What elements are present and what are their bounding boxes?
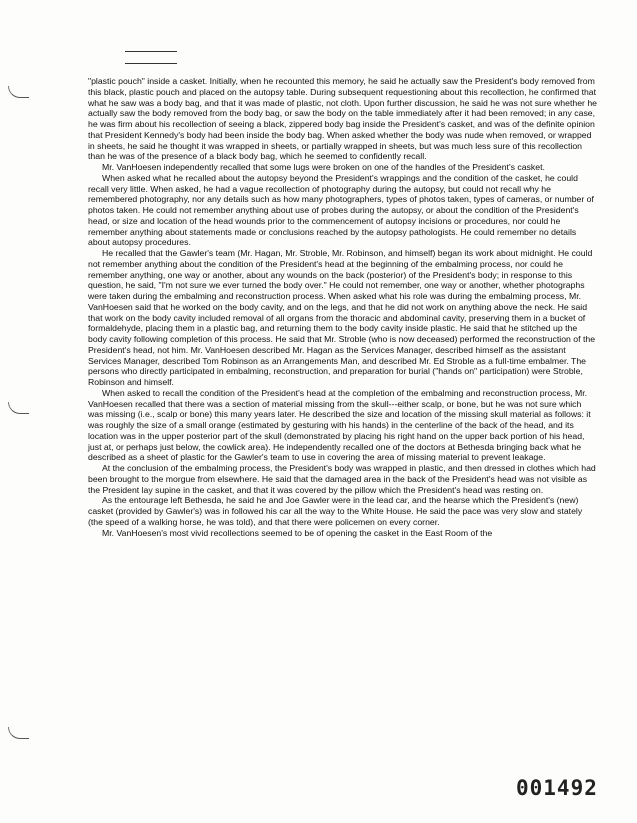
paragraph: Mr. VanHoesen independently recalled that some lugs were broken on one of the handles of the President's casket. [102, 162, 545, 172]
paragraph: Mr. VanHoesen's most vivid recollections seemed to be of opening the casket in the East Room of the [102, 527, 493, 538]
paragraph: When asked to recall the condition of the President's head at the completion of the embalming and reconstruction process, Mr. VanHoesen recalled that there was a section of material missing from the skull---either scalp, or bone, but he was not sure which was missing (i.e., scalp or bone) this many years later. He described the size and location of the missing skull material as follows: it was roughly the size of a small orange (estimated by gesturing with his hands) in the centerline of the back of the head, and its location was in the upper posterior part of the skull (demonstrated by placing his right hand on the upper back portion of his head, just at, or perhaps just below, the cowlick area). He independently recalled one of the doctors at Bethesda bringing back what he described as a sheet of plastic for the Gawler's team to use in covering the area of missing material to prevent leakage. [88, 387, 591, 463]
paragraph: As the entourage left Bethesda, he said he and Joe Gawler were in the lead car, and the hearse which the President's (new) casket (provided by Gawler's) was in followed his car all the way to the White House. He said the pace was very slow and stately (the speed of a walking horse, he was told), and that there were policemen on every corner. [88, 495, 583, 527]
page-number-stamp: 001492 [516, 776, 598, 800]
paragraph: He recalled that the Gawler's team (Mr. Hagan, Mr. Stroble, Mr. Robinson, and himself) began its work about midnight. He could not remember anything about the condition of the President's head at the beginning of the embalming process, nor could he remember anything, one way or another, about any wounds on the back (posterior) of the President's body; in response to this question, he said, "I'm not sure we ever turned the body over." He could not remember, one way or another, whether photographs were taken during the embalming and reconstruction process. When asked what his role was during the embalming process, Mr. VanHoesen said that he worked on the body cavity, and on the legs, and that he did not work on anything above the neck. He said that work on the body cavity included removal of all organs from the thoracic and abdominal cavity, preserving them in a bucket of formaldehyde, placing them in a plastic bag, and returning them to the body cavity inside plastic. He said that he stitched up the body cavity following completion of this process. He said that Mr. Stroble (who is now deceased) performed the reconstruction of the President's head, not him. Mr. VanHoesen described Mr. Hagan as the Services Manager, described himself as the assistant Services Manager, described Tom Robinson as an Arrangements Man, and described Mr. Ed Stroble as a full-time embalmer. The persons who directly participated in embalming, reconstruction, and preparation for burial ("hands on" participation) were Stroble, Robinson and himself. [88, 248, 596, 387]
paragraph: "plastic pouch" inside a casket. Initially, when he recounted this memory, he said he actually saw the President's body removed from this black, plastic pouch and placed on the autopsy table. During subsequent requestioning about this recollection, he confirmed that what he saw was a body bag, and that it was made of plastic, not cloth. Upon further discussion, he said he was not sure whether he actually saw the body removed from the body bag, or saw the body on the table immediately after it had been removed; in any case, he was firm about his recollection of seeing a black, zippered body bag inside the President's casket, and was of the definite opinion that President Kennedy's body had been inside the body bag. When asked whether the body was nude when removed, or wrapped in sheets, he said he thought it was wrapped in sheets, or partially wrapped in sheets, but was much less sure of this recollection than he was of the presence of a black body bag, which he seemed to confidently recall. [88, 76, 597, 162]
punch-hole-mark-top [8, 86, 29, 98]
header-rule-top [125, 51, 177, 52]
punch-hole-mark-middle [8, 402, 29, 414]
document-body [88, 76, 598, 538]
punch-hole-mark-bottom [8, 727, 29, 739]
paragraph: At the conclusion of the embalming process, the President's body was wrapped in plastic, and then dressed in clothes which had been brought to the morgue from elsewhere. He said that the damaged area in the back of the President's head was not visible as the President lay supine in the casket, and that it was covered by the pillow which the President's head was resting on. [88, 463, 596, 495]
paragraph: When asked what he recalled about the autopsy beyond the President's wrappings and the condition of the casket, he could recall very little. When asked, he had a vague recollection of photography during the autopsy, but could not recall why he remembered photography, nor any details such as how many photographers, types of photos taken, types of cameras, or number of photos taken. He could not remember anything about use of probes during the autopsy, or about the condition of the President's head, or size and location of the head wounds prior to the commencement of autopsy incisions or procedures, nor could he remember anything about statements made or conclusions reached by the autopsy pathologists. He could remember no details about autopsy procedures. [88, 172, 594, 248]
header-rule-bottom [125, 63, 177, 64]
